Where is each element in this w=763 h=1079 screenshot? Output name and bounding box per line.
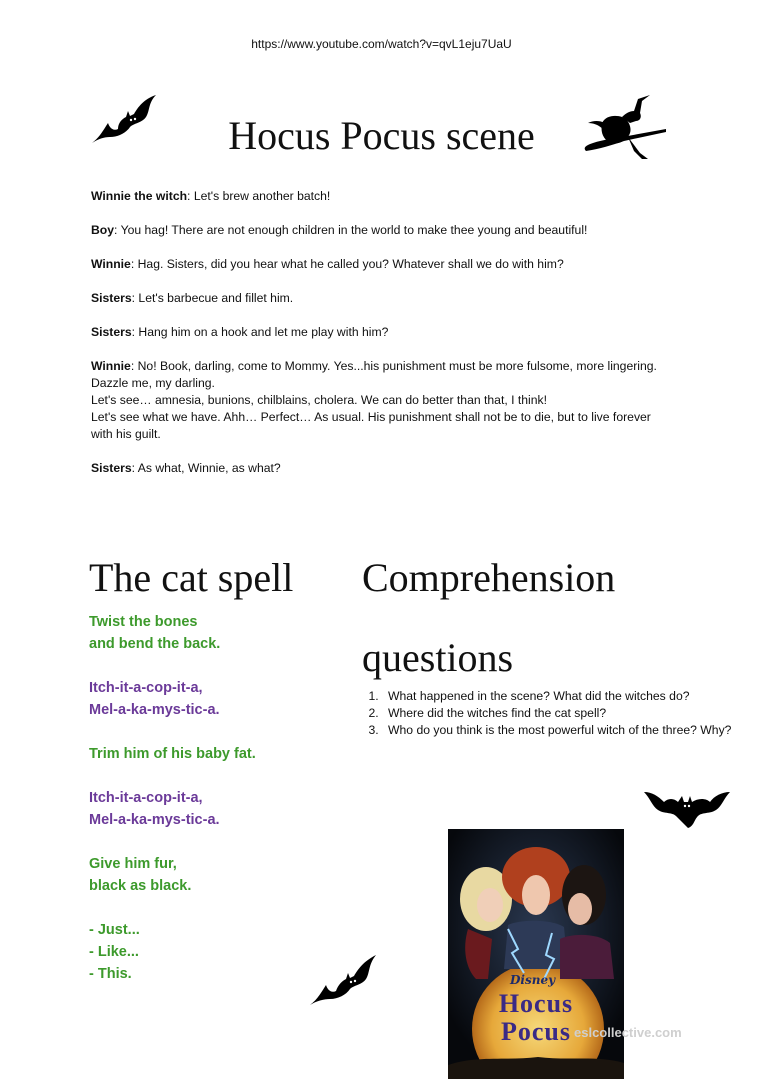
dialogue-text: : As what, Winnie, as what? bbox=[131, 461, 281, 475]
speaker-name: Sisters bbox=[91, 291, 132, 305]
spell-line: Mel-a-ka-mys-tic-a. bbox=[89, 702, 220, 718]
speaker-name: Winnie bbox=[91, 359, 131, 373]
dialogue-transcript bbox=[91, 188, 666, 494]
spell-line: - This. bbox=[89, 966, 132, 982]
watermark: eslcollective.com bbox=[574, 1025, 682, 1040]
spell-stanza bbox=[89, 743, 256, 765]
dialogue-line bbox=[91, 290, 666, 307]
dialogue-text: Let's see what we have. Ahh… Perfect… As usual. His punishment shall not be to die, but to live forever with his guilt. bbox=[91, 410, 651, 441]
source-url[interactable]: https://www.youtube.com/watch?v=qvL1eju7UaU bbox=[251, 37, 512, 51]
comprehension-heading bbox=[362, 538, 615, 698]
spell-line: Twist the bones bbox=[89, 614, 198, 630]
speaker-name: Sisters bbox=[91, 325, 132, 339]
poster-title-line2: Pocus bbox=[501, 1017, 571, 1046]
spell-line: - Just... bbox=[89, 922, 140, 938]
page-title: Hocus Pocus scene bbox=[228, 113, 535, 158]
poster-brand: Disney bbox=[510, 973, 556, 987]
dialogue-text: Dazzle me, my darling. bbox=[91, 376, 215, 390]
dialogue-line bbox=[91, 358, 666, 443]
speaker-name: Winnie the witch bbox=[91, 189, 188, 203]
question-item: 1. What happened in the scene? What did the witches do? bbox=[382, 688, 732, 705]
cat-spell-heading: The cat spell bbox=[89, 555, 294, 600]
comprehension-heading-line2: questions bbox=[362, 635, 514, 680]
cat-spell-text bbox=[89, 611, 256, 1007]
spell-line: - Like... bbox=[89, 944, 139, 960]
spell-line: Give him fur, bbox=[89, 856, 177, 872]
dialogue-line bbox=[91, 460, 666, 477]
question-item: 3. Who do you think is the most powerful witch of the three? Why? bbox=[382, 722, 732, 739]
spell-line: black as black. bbox=[89, 878, 192, 894]
poster-title-line1: Hocus bbox=[498, 989, 574, 1018]
question-item: 2. Where did the witches find the cat spell? bbox=[382, 705, 732, 722]
dialogue-text: Let's see… amnesia, bunions, chilblains, cholera. We can do better than that, I think! bbox=[91, 393, 548, 407]
dialogue-line bbox=[91, 188, 666, 205]
bat-icon bbox=[308, 953, 378, 1009]
spell-stanza bbox=[89, 853, 256, 897]
spell-line: Trim him of his baby fat. bbox=[89, 746, 256, 762]
dialogue-text: : Hang him on a hook and let me play with him? bbox=[131, 325, 389, 339]
dialogue-text: : Let's barbecue and fillet him. bbox=[131, 291, 294, 305]
dialogue-line bbox=[91, 256, 666, 273]
dialogue-text: : Hag. Sisters, did you hear what he called you? Whatever shall we do with him? bbox=[130, 257, 564, 271]
spell-stanza bbox=[89, 919, 256, 985]
movie-poster bbox=[448, 829, 624, 1079]
dialogue-text: : You hag! There are not enough children in the world to make thee young and beautiful! bbox=[114, 223, 588, 237]
comprehension-questions bbox=[362, 688, 732, 739]
dialogue-line bbox=[91, 222, 666, 239]
spell-stanza bbox=[89, 611, 256, 655]
spell-line: Itch-it-a-cop-it-a, bbox=[89, 680, 203, 696]
spell-line: Itch-it-a-cop-it-a, bbox=[89, 790, 203, 806]
spell-stanza bbox=[89, 787, 256, 831]
speaker-name: Winnie bbox=[91, 257, 131, 271]
spell-line: Mel-a-ka-mys-tic-a. bbox=[89, 812, 220, 828]
spell-stanza bbox=[89, 677, 256, 721]
dialogue-text: : Let's brew another batch! bbox=[187, 189, 331, 203]
speaker-name: Boy bbox=[91, 223, 115, 237]
witch-on-broom-icon bbox=[582, 93, 670, 163]
dialogue-text: : No! Book, darling, come to Mommy. Yes...his punishment must be more fulsome, more lingering. bbox=[130, 359, 657, 373]
dialogue-line bbox=[91, 324, 666, 341]
spell-line: and bend the back. bbox=[89, 636, 221, 652]
speaker-name: Sisters bbox=[91, 461, 132, 475]
bat-icon bbox=[644, 786, 730, 828]
comprehension-heading-line1: Comprehension bbox=[362, 555, 616, 600]
